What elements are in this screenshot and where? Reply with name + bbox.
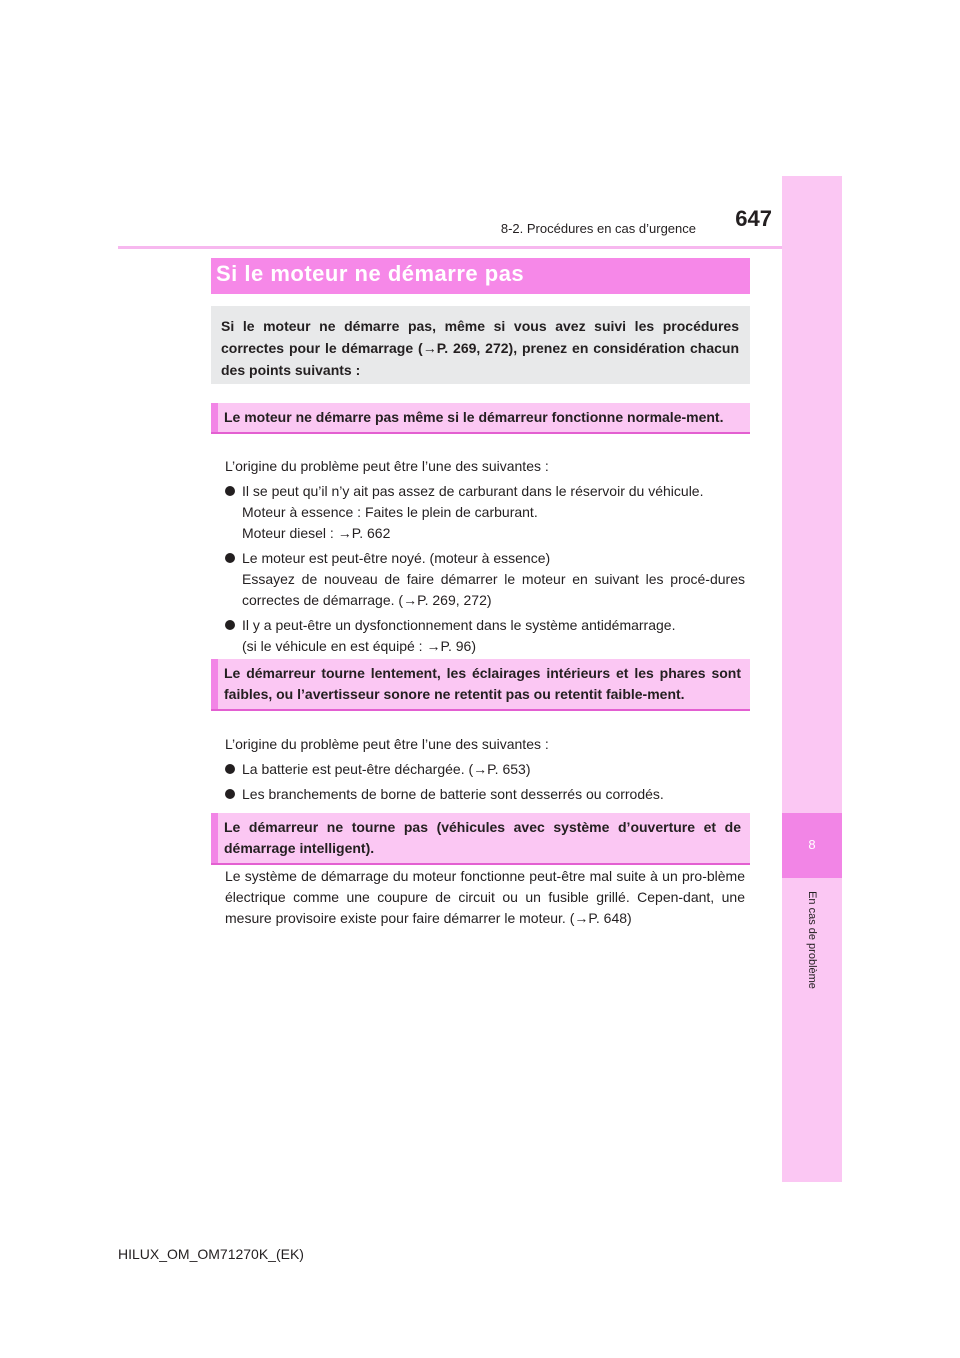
list-item-line: Essayez de nouveau de faire démarrer le moteur en suivant les procé-dures correctes de démarrage. (→P. 269, 272) — [242, 571, 745, 608]
section-heading-text: Le démarreur ne tourne pas (véhicules avec système d’ouverture et de démarrage intelligent). — [224, 819, 741, 856]
section-heading-3 — [211, 813, 750, 865]
bullet-icon — [225, 553, 235, 563]
chapter-tab — [782, 813, 842, 878]
list-item-line: Il y a peut-être un dysfonctionnement dans le système antidémarrage. — [242, 617, 676, 633]
section-title: 8-2. Procédures en cas d’urgence — [500, 221, 696, 236]
list-item-line: Le moteur est peut-être noyé. (moteur à essence) — [242, 550, 551, 566]
section-heading-text: Le démarreur tourne lentement, les éclairages intérieurs et les phares sont faibles, ou l’avertisseur sonore ne retentit pas ou retentit faible-ment. — [224, 665, 741, 702]
section-heading-1 — [211, 403, 750, 434]
page-header — [118, 206, 782, 249]
page-title: Si le moteur ne démarre pas — [216, 261, 525, 286]
list-item-line: Moteur à essence : Faites le plein de carburant. — [242, 504, 538, 520]
intro-box — [211, 306, 750, 384]
section-lead: L’origine du problème peut être l’une des suivantes : — [225, 736, 549, 752]
chapter-label: En cas de problème — [806, 891, 818, 989]
section-heading-text: Le moteur ne démarre pas même si le démarreur fonctionne normale-ment. — [224, 409, 724, 425]
list-item — [225, 548, 745, 611]
section-body-1 — [225, 456, 745, 661]
bullet-icon — [225, 764, 235, 774]
intro-text: Si le moteur ne démarre pas, même si vous avez suivi les procédures correctes pour le démarrage (→P. 269, 272), prenez en considération chacun des points suivants : — [221, 318, 739, 378]
bullet-icon — [225, 620, 235, 630]
list-item — [225, 615, 745, 657]
list-item-line: Les branchements de borne de batterie sont desserrés ou corrodés. — [242, 786, 664, 802]
section-heading-2 — [211, 659, 750, 711]
chapter-number: 8 — [808, 837, 816, 852]
document-footer: HILUX_OM_OM71270K_(EK) — [118, 1246, 304, 1262]
list-item-line: Il se peut qu’il n’y ait pas assez de carburant dans le réservoir du véhicule. — [242, 483, 704, 499]
bullet-icon — [225, 486, 235, 496]
chapter-side-strip — [782, 176, 842, 1182]
section-body-3 — [225, 866, 745, 932]
page-title-bar — [211, 258, 750, 294]
list-item-line: Moteur diesel : →P. 662 — [242, 525, 391, 541]
list-item-line: (si le véhicule en est équipé : →P. 96) — [242, 638, 476, 654]
list-item — [225, 481, 745, 544]
list-item-line: La batterie est peut-être déchargée. (→P. 653) — [242, 761, 531, 777]
section-lead: Le système de démarrage du moteur fonctionne peut-être mal suite à un pro-blème électrique comme une coupure de circuit ou un fusible grillé. Cepen-dant, une mesure provisoire existe pour faire démarrer le moteur. (→P. 648) — [225, 868, 745, 926]
list-item — [225, 784, 745, 805]
list-item — [225, 759, 745, 780]
section-lead: L’origine du problème peut être l’une des suivantes : — [225, 458, 549, 474]
bullet-icon — [225, 789, 235, 799]
page-number: 647 — [735, 206, 772, 231]
section-body-2 — [225, 734, 745, 809]
